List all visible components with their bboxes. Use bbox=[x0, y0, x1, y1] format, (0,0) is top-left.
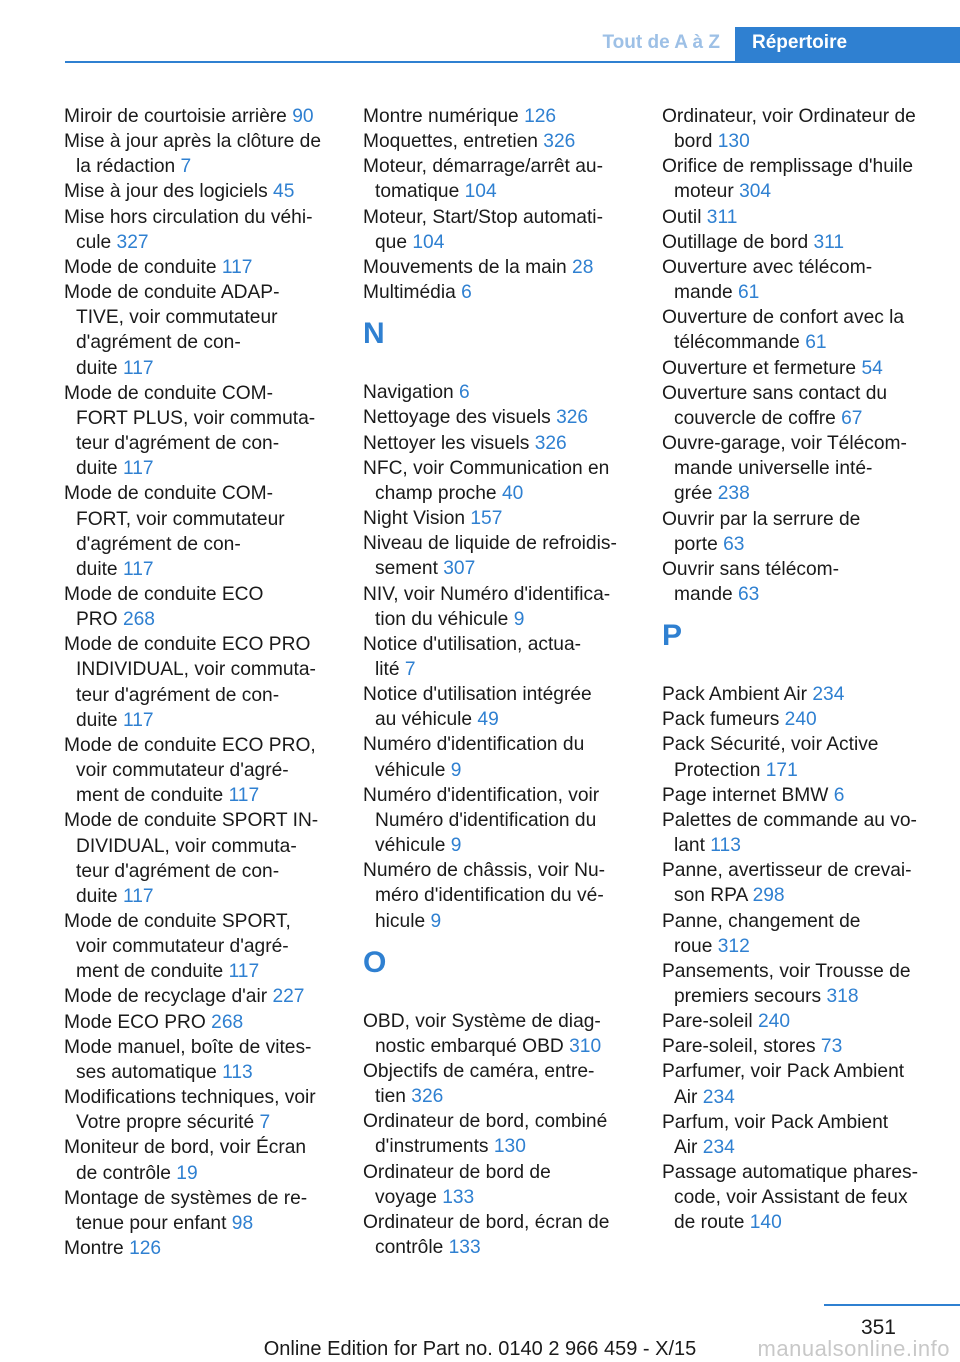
index-term: Pare-soleil, stores bbox=[662, 1036, 816, 1058]
page-link[interactable]: 61 bbox=[805, 332, 827, 354]
index-term: Pack fumeurs bbox=[662, 709, 780, 731]
index-term: Mode de conduite COM- FORT, voir commutateur d'agrément de con- duite bbox=[64, 483, 285, 580]
index-term: Montre numérique bbox=[363, 106, 519, 127]
index-term: Montage de systèmes de re- tenue pour enfant bbox=[64, 1187, 308, 1234]
index-entry bbox=[662, 1059, 934, 1109]
index-entry bbox=[64, 205, 336, 255]
page-link[interactable]: 318 bbox=[826, 986, 859, 1007]
page-link[interactable]: 113 bbox=[222, 1061, 253, 1083]
page-link[interactable]: 126 bbox=[129, 1238, 162, 1260]
index-term: Notice d'utilisation intégrée au véhicule bbox=[363, 684, 592, 731]
page-link[interactable]: 49 bbox=[477, 709, 499, 731]
page-link[interactable]: 40 bbox=[501, 482, 524, 504]
index-entry bbox=[363, 682, 635, 732]
page-link[interactable]: 240 bbox=[784, 709, 817, 731]
index-entry bbox=[662, 230, 934, 255]
page-link[interactable]: 311 bbox=[813, 231, 845, 253]
index-term: Passage automatique phares- code, voir Assistant de feux de route bbox=[662, 1162, 918, 1234]
index-term: Panne, avertisseur de crevai- son RPA bbox=[662, 860, 912, 907]
index-entry bbox=[363, 255, 635, 280]
page-link[interactable]: 9 bbox=[430, 910, 442, 932]
index-term: Moteur, démarrage/arrêt au- tomatique bbox=[363, 156, 603, 203]
page-link[interactable]: 104 bbox=[464, 181, 497, 203]
index-term: Mode manuel, boîte de vites- ses automatique bbox=[64, 1036, 312, 1083]
index-entry bbox=[64, 909, 336, 984]
page-link[interactable]: 268 bbox=[211, 1011, 244, 1033]
index-term: Mode de conduite bbox=[64, 256, 217, 278]
page-link[interactable]: 6 bbox=[833, 784, 845, 806]
index-term: Outil bbox=[662, 206, 702, 228]
page-link[interactable]: 312 bbox=[717, 935, 750, 957]
page-link[interactable]: 234 bbox=[702, 1136, 735, 1158]
page-link[interactable]: 7 bbox=[180, 156, 192, 178]
index-term: Ouverture et fermeture bbox=[662, 357, 857, 379]
index-term: Mode ECO PRO bbox=[64, 1011, 206, 1033]
index-entry bbox=[64, 179, 336, 204]
tab-tout-de-a-a-z[interactable]: Tout de A à Z bbox=[602, 32, 720, 53]
page-link[interactable]: 326 bbox=[556, 407, 589, 429]
page-link[interactable]: 140 bbox=[749, 1212, 782, 1234]
index-term: Ordinateur de bord, écran de contrôle bbox=[363, 1211, 610, 1259]
page-link[interactable]: 133 bbox=[448, 1237, 481, 1259]
index-term: Ouvrir par la serrure de porte bbox=[662, 508, 861, 555]
index-entry bbox=[363, 104, 635, 129]
index-term: NFC, voir Communication en champ proche bbox=[363, 457, 610, 504]
index-term: Modifications techniques, voir Votre propre sécurité bbox=[64, 1087, 316, 1134]
page-link[interactable]: 268 bbox=[122, 609, 155, 631]
index-term: Mode de conduite SPORT, voir commutateur d'agré- ment de conduite bbox=[64, 911, 291, 983]
index-term: Multimédia bbox=[363, 282, 456, 304]
page-link[interactable]: 63 bbox=[738, 583, 760, 605]
index-term: Night Vision bbox=[363, 508, 466, 530]
index-entry bbox=[64, 104, 336, 129]
index-entry bbox=[64, 582, 336, 632]
section-letter: P bbox=[662, 619, 683, 653]
page-link[interactable]: 61 bbox=[738, 282, 760, 304]
page-link[interactable]: 63 bbox=[723, 533, 745, 555]
page-link[interactable]: 9 bbox=[450, 835, 462, 857]
index-entry bbox=[662, 1160, 934, 1235]
index-entry bbox=[363, 380, 635, 405]
index-entry bbox=[64, 1135, 336, 1185]
index-entry bbox=[662, 858, 934, 908]
index-entry bbox=[363, 732, 635, 782]
index-entry bbox=[363, 1009, 635, 1059]
index-column-1 bbox=[64, 104, 336, 1261]
section-letter: N bbox=[363, 317, 385, 351]
index-term: Mouvements de la main bbox=[363, 256, 567, 278]
index-entry bbox=[64, 280, 336, 381]
index-term: Pack Sécurité, voir Active Protection bbox=[662, 734, 879, 781]
index-term: Ouverture de confort avec la télécommande bbox=[662, 307, 905, 354]
page-link[interactable]: 54 bbox=[861, 357, 883, 379]
page-link[interactable]: 310 bbox=[569, 1035, 602, 1057]
index-entry bbox=[662, 507, 934, 557]
index-entry bbox=[64, 381, 336, 482]
page-link[interactable]: 326 bbox=[534, 432, 567, 454]
page-link[interactable]: 19 bbox=[176, 1162, 198, 1184]
index-term: Mode de conduite ECO PRO, voir commutateur d'agré- ment de conduite bbox=[64, 734, 316, 807]
index-entry bbox=[64, 255, 336, 280]
tab-repertoire[interactable]: Répertoire bbox=[735, 27, 960, 61]
index-term: Parfum, voir Pack Ambient Air bbox=[662, 1111, 889, 1158]
index-entry bbox=[662, 707, 934, 732]
index-term: Ouvre-garage, voir Télécom- mande universelle inté- grée bbox=[662, 433, 907, 505]
index-entry bbox=[363, 783, 635, 858]
index-entry bbox=[662, 909, 934, 959]
index-entry bbox=[363, 205, 635, 255]
index-term: Ouvrir sans télécom- mande bbox=[662, 558, 839, 605]
page-link[interactable]: 130 bbox=[493, 1136, 526, 1158]
index-entry bbox=[662, 104, 934, 154]
section-letter: O bbox=[363, 945, 387, 979]
index-term: Palettes de commande au vo- lant bbox=[662, 809, 917, 857]
index-entry bbox=[662, 959, 934, 1009]
index-entry bbox=[662, 154, 934, 204]
index-entry bbox=[363, 1160, 635, 1210]
index-term: Mode de conduite COM- FORT PLUS, voir commuta- teur d'agrément de con- duite bbox=[64, 382, 316, 480]
index-entry bbox=[662, 783, 934, 808]
index-entry bbox=[64, 1035, 336, 1085]
index-term: Numéro de châssis, voir Nu- méro d'identification du vé- hicule bbox=[363, 860, 606, 932]
index-entry bbox=[64, 129, 336, 179]
index-entry bbox=[64, 733, 336, 808]
page-link[interactable]: 240 bbox=[758, 1011, 791, 1033]
page-link[interactable]: 7 bbox=[259, 1112, 271, 1134]
index-entry bbox=[64, 984, 336, 1009]
index-term: Pare-soleil bbox=[662, 1011, 753, 1033]
index-term: Panne, changement de roue bbox=[662, 910, 861, 957]
index-entry bbox=[662, 255, 934, 305]
page-link[interactable]: 133 bbox=[442, 1186, 475, 1208]
index-term: Mise à jour des logiciels bbox=[64, 181, 268, 203]
index-term: Pack Ambient Air bbox=[662, 684, 808, 706]
index-term: Mode de conduite SPORT IN- DIVIDUAL, voir commuta- teur d'agrément de con- duite bbox=[64, 810, 319, 907]
page-link[interactable]: 9 bbox=[450, 759, 462, 781]
page-link[interactable]: 227 bbox=[272, 986, 305, 1008]
page-link[interactable]: 126 bbox=[524, 106, 557, 127]
index-entry bbox=[363, 154, 635, 204]
index-term: Page internet BMW bbox=[662, 784, 829, 806]
page-link[interactable]: 117 bbox=[221, 256, 253, 278]
page-link[interactable]: 327 bbox=[116, 231, 149, 253]
index-term: Nettoyage des visuels bbox=[363, 407, 551, 429]
index-term: Navigation bbox=[363, 382, 454, 404]
index-term: Mode de conduite ADAP- TIVE, voir commutateur d'agrément de con- duite bbox=[64, 282, 280, 379]
page-link[interactable]: 67 bbox=[841, 407, 863, 429]
index-term: Objectifs de caméra, entre- tien bbox=[363, 1061, 595, 1108]
index-entry bbox=[363, 1210, 635, 1260]
page-link[interactable]: 130 bbox=[717, 131, 750, 153]
index-entry bbox=[662, 205, 934, 230]
index-entry bbox=[662, 431, 934, 506]
index-term: Mode de conduite ECO PRO bbox=[64, 583, 264, 631]
index-term: Orifice de remplissage d'huile moteur bbox=[662, 156, 914, 203]
index-entry bbox=[662, 381, 934, 431]
page-link[interactable]: 117 bbox=[122, 885, 154, 907]
index-entry bbox=[363, 280, 635, 305]
index-term: Numéro d'identification, voir Numéro d'identification du véhicule bbox=[363, 784, 600, 857]
index-term: Moniteur de bord, voir Écran de contrôle bbox=[64, 1137, 307, 1184]
page-link[interactable]: 113 bbox=[710, 835, 741, 857]
page-link[interactable]: 45 bbox=[273, 181, 295, 203]
index-entry bbox=[363, 129, 635, 154]
header-tabs bbox=[65, 27, 960, 63]
page-link[interactable]: 298 bbox=[752, 885, 785, 907]
page-link[interactable]: 311 bbox=[706, 206, 738, 228]
index-column-3 bbox=[662, 104, 934, 1236]
index-entry bbox=[64, 1236, 336, 1261]
index-entry bbox=[64, 632, 336, 733]
index-term: Outillage de bord bbox=[662, 231, 809, 253]
index-entry bbox=[64, 1085, 336, 1135]
page-link[interactable]: 98 bbox=[231, 1212, 254, 1234]
index-term: Moteur, Start/Stop automati- que bbox=[363, 206, 603, 253]
index-entry bbox=[363, 858, 635, 933]
page-link[interactable]: 117 bbox=[228, 961, 260, 983]
index-entry bbox=[363, 1109, 635, 1159]
index-entry bbox=[662, 356, 934, 381]
index-entry bbox=[363, 405, 635, 430]
index-entry bbox=[662, 1034, 934, 1059]
index-term: Mise à jour après la clôture de la rédaction bbox=[64, 131, 322, 178]
page-link[interactable]: 6 bbox=[459, 382, 470, 404]
index-term: Miroir de courtoisie arrière bbox=[64, 106, 287, 127]
index-term: Notice d'utilisation, actua- lité bbox=[363, 633, 582, 680]
page-link[interactable]: 73 bbox=[820, 1036, 843, 1058]
index-term: Nettoyer les visuels bbox=[363, 432, 530, 454]
index-entry bbox=[363, 582, 635, 632]
page-link[interactable]: 234 bbox=[812, 684, 845, 706]
index-entry bbox=[363, 431, 635, 456]
index-column-2 bbox=[363, 104, 635, 1260]
index-term: Mode de conduite ECO PRO INDIVIDUAL, voir commuta- teur d'agrément de con- duite bbox=[64, 634, 316, 731]
index-entry bbox=[64, 808, 336, 909]
page-number-rule bbox=[824, 1304, 960, 1306]
index-entry bbox=[662, 557, 934, 607]
index-entry bbox=[662, 1110, 934, 1160]
index-term: NIV, voir Numéro d'identifica- tion du véhicule bbox=[363, 583, 611, 630]
page-link[interactable]: 28 bbox=[572, 256, 594, 278]
page-link[interactable]: 234 bbox=[702, 1086, 735, 1108]
page-link[interactable]: 238 bbox=[717, 483, 750, 505]
page-link[interactable]: 157 bbox=[470, 508, 503, 530]
page-link[interactable]: 90 bbox=[292, 106, 314, 127]
index-term: Mode de recyclage d'air bbox=[64, 986, 268, 1008]
page-link[interactable]: 117 bbox=[122, 558, 154, 580]
index-entry bbox=[64, 481, 336, 582]
watermark: manualsonline.info bbox=[757, 1336, 950, 1361]
index-entry bbox=[662, 305, 934, 355]
page-link[interactable]: 117 bbox=[122, 458, 154, 480]
page-link[interactable]: 117 bbox=[122, 709, 154, 731]
index-term: Numéro d'identification du véhicule bbox=[363, 734, 585, 781]
page-link[interactable]: 6 bbox=[461, 282, 472, 304]
index-entry bbox=[662, 1009, 934, 1034]
index-entry bbox=[64, 1186, 336, 1236]
index-term: Ouverture sans contact du couvercle de coffre bbox=[662, 382, 888, 429]
index-term: Niveau de liquide de refroidis- sement bbox=[363, 533, 617, 580]
page-link[interactable]: 307 bbox=[443, 558, 476, 580]
index-entry bbox=[662, 808, 934, 858]
index-entry bbox=[363, 456, 635, 506]
index-term: OBD, voir Système de diag- nostic embarqué OBD bbox=[363, 1010, 601, 1057]
index-entry bbox=[662, 682, 934, 707]
index-term: Montre bbox=[64, 1238, 124, 1260]
index-entry bbox=[363, 506, 635, 531]
index-term: Ouverture avec télécom- mande bbox=[662, 256, 873, 304]
index-term: Parfumer, voir Pack Ambient Air bbox=[662, 1061, 905, 1108]
page-link[interactable]: 9 bbox=[513, 608, 525, 630]
index-entry bbox=[662, 732, 934, 782]
index-entry bbox=[363, 531, 635, 581]
page-link[interactable]: 326 bbox=[411, 1086, 444, 1108]
page-link[interactable]: 326 bbox=[543, 131, 576, 153]
page-link[interactable]: 117 bbox=[122, 357, 154, 379]
page-link[interactable]: 304 bbox=[739, 181, 772, 203]
page-link[interactable]: 171 bbox=[765, 759, 798, 781]
index-entry bbox=[64, 1010, 336, 1035]
index-entry bbox=[363, 632, 635, 682]
page-number: 351 bbox=[860, 1316, 896, 1339]
index-term: Mise hors circulation du véhi- cule bbox=[64, 206, 313, 253]
edition-footer: Online Edition for Part no. 0140 2 966 459 - X/15 bbox=[263, 1338, 697, 1360]
index-term: Moquettes, entretien bbox=[363, 131, 538, 153]
index-term: Ordinateur de bord, combiné d'instruments bbox=[363, 1111, 608, 1158]
page-link[interactable]: 117 bbox=[228, 785, 260, 807]
page-link[interactable]: 7 bbox=[404, 658, 416, 680]
index-term: Ordinateur de bord de voyage bbox=[363, 1161, 551, 1208]
index-term: Pansements, voir Trousse de premiers secours bbox=[662, 960, 911, 1007]
page-link[interactable]: 104 bbox=[412, 231, 445, 253]
index-entry bbox=[363, 1059, 635, 1109]
index-term: Ordinateur, voir Ordinateur de bord bbox=[662, 106, 916, 153]
